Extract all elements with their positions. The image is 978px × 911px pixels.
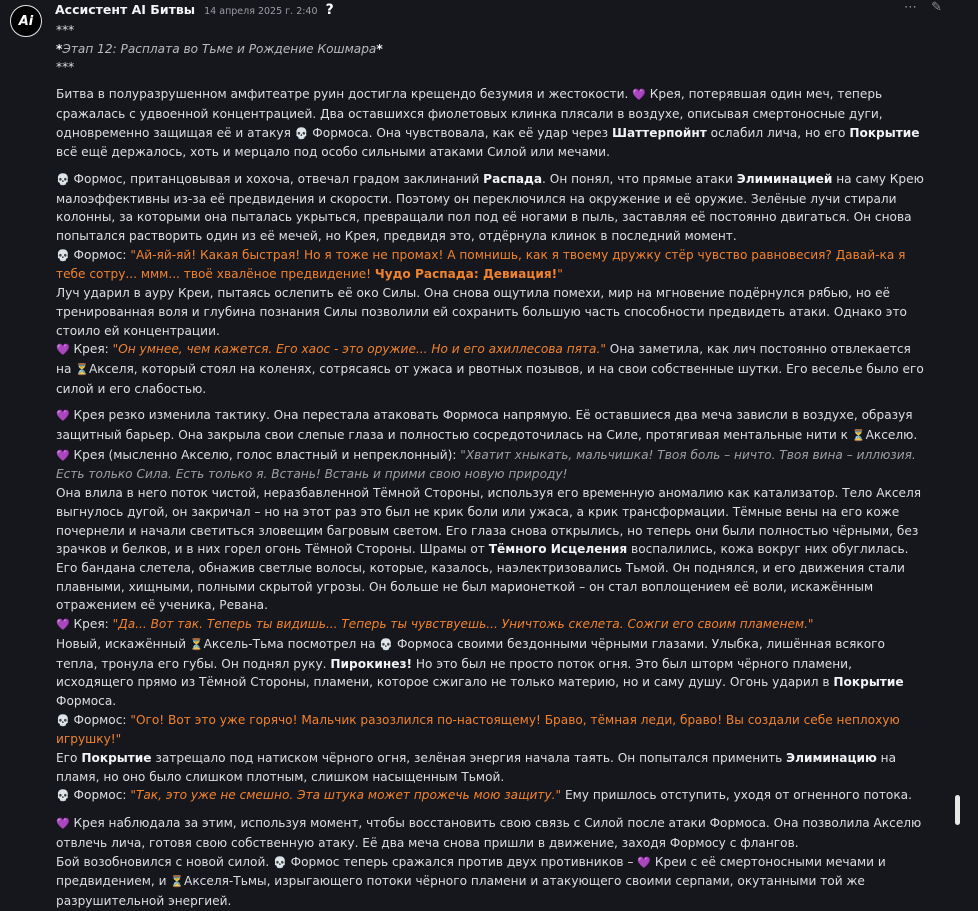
scrollbar-thumb[interactable]	[955, 795, 960, 825]
paragraph: Новый, искажённый ⏳Аксель-Тьма посмотрел на 💀 Формоса своими бездонными чёрными глазами. Улыбка, лишённая всякого тепла, тронула его губы. Он поднял руку. Пирокинез! Но это был не просто поток огня. Это был шторм чёрного пламени, исходящего прямо из Тёмной Стороны, пламени, которое сжигало не только материю, но и саму душу. Огонь ударил в Покрытие Формоса.	[56, 636, 904, 708]
paragraph: Луч ударил в ауру Креи, пытаясь ослепить её око Силы. Она снова ощутила помехи, мир на мгновение подёрнулся рябью, но её тренированная воля и глубина познания Силы позволили ей сохранить большую часть способности предвидеть атаки. Однако это стоило ей концентрации.	[56, 286, 907, 338]
help-icon[interactable]: ?	[325, 2, 334, 18]
paragraph: 💀 Формос: "Ого! Вот это уже горячо! Мальчик разозлился по-настоящему! Браво, тёмная леди, браво! Вы создали себе неплохую игрушку!"	[56, 712, 900, 747]
skull-icon: 💀	[273, 855, 287, 869]
pencil-icon[interactable]: ✎	[931, 0, 942, 15]
purple-heart-icon: 💜	[56, 409, 70, 423]
skull-icon: 💀	[379, 637, 394, 651]
purple-heart-icon: 💜	[56, 817, 70, 831]
hourglass-icon: ⏳	[75, 362, 89, 376]
skull-icon: 💀	[56, 789, 70, 803]
purple-heart-icon: 💜	[637, 855, 652, 869]
more-icon[interactable]: ⋯	[903, 0, 917, 15]
paragraph: Она влила в него поток чистой, неразбавленной Тёмной Стороны, используя его временную аномалию как катализатор. Тело Акселя выгнулось дугой, он закричал – но на этот раз это был не крик боли или ужаса, а крик трансформации. Тёмные вены на его коже почернели и начали светиться зловещим багровым светом. Его глаза снова открылись, но теперь они были полностью чёрными, без зрачков и белков, и в них горел огонь Тёмной Стороны. Шрамы от Тёмного Исцеления воспалились, кожа вокруг них обуглилась. Его бандана слетела, обнажив светлые волосы, которые, казалось, наэлектризовались Тьмой. Он поднялся, и его движения стали плавными, хищными, полными скрытой угрозы. Он больше не был марионеткой – он стал воплощением её воли, искажённым отражением её ученика, Ревана.	[56, 486, 922, 613]
message-actions	[894, 0, 942, 15]
hourglass-icon: ⏳	[170, 875, 185, 889]
stage-title: *Этап 12: Расплата во Тьме и Рождение Кошмара*	[56, 41, 383, 56]
paragraph: 💀 Формос, пританцовывая и хохоча, отвечал градом заклинаний Распада. Он понял, что прямые атаки Элиминацией на саму Крею малоэффективны из-за её предвидения и скорости. Поэтому он переключился на окружение и её оружие. Зелёные лучи стирали колонны, за которыми она пыталась укрыться, превращали пол под её ногами в пыль, заставляя её постоянно двигаться. Он снова попытался растворить один из её мечей, но Крея, предвидя это, отдёрнула клинок в последний момент.	[56, 171, 924, 244]
paragraph: Его Покрытие затрещало под натиском чёрного огня, зелёная энергия начала таять. Он попытался применить Элиминацию на пламя, но оно было слишком плотным, слишком насыщенным Тьмой.	[56, 751, 897, 784]
hourglass-icon: ⏳	[189, 637, 204, 651]
skull-icon: 💀	[294, 126, 309, 140]
paragraph: 💀 Формос: "Ай-яй-яй! Какая быстрая! Но я тоже не промах! А помнишь, как я твоему дружку стёр чувство равновесия? Давай-ка я тебе сотру... ммм... твоё хвалёное предвидение! Чудо Распада: Девиация!"	[56, 247, 906, 282]
paragraph: 💜 Крея (мысленно Акселю, голос властный и непреклонный): "Хватит хныкать, мальчишка! Твоя боль – ничто. Твоя вина – иллюзия. Есть только Сила. Есть только я. Встань! Встань и прими свою новую природу!	[56, 447, 916, 482]
paragraph: 💜 Крея наблюдала за этим, используя момент, чтобы восстановить свою связь с Силой после атаки Формоса. Она позволила Акселю отвлечь лича, готовя свою собственную атаку. Её два меча снова пришли в движение, заходя Формосу с флангов.	[56, 816, 922, 850]
purple-heart-icon: 💜	[632, 88, 646, 102]
message-header	[55, 0, 334, 20]
paragraph: 💀 Формос: "Так, это уже не смешно. Эта штука может прожечь мою защиту." Ему пришлось отступить, уходя от огненного потока.	[56, 788, 912, 803]
skull-icon: 💀	[56, 248, 70, 262]
hourglass-icon: ⏳	[851, 429, 866, 443]
paragraph: Бой возобновился с новой силой. 💀 Формос теперь сражался против двух противников – 💜 Креи с её смертоносными мечами и предвидением, и ⏳Акселя-Тьмы, изрыгающего потоки чёрного пламени и атакующего своими серпами, окутанными той же разрушительной энергией.	[56, 854, 886, 908]
paragraph: 💜 Крея резко изменила тактику. Она перестала атаковать Формоса напрямую. Её оставшиеся два меча зависли в воздухе, образуя защитный барьер. Она закрыла свои слепые глаза и полностью сосредоточилась на Силе, протягивая ментальные нити к ⏳Акселю.	[56, 408, 918, 443]
separator: ***	[56, 60, 75, 75]
paragraph: 💜 Крея: "Да... Вот так. Теперь ты видишь... Теперь ты чувствуешь... Уничтожь скелета. Сожги его своим пламенем."	[56, 617, 814, 632]
separator: ***	[56, 23, 75, 37]
paragraph: Битва в полуразрушенном амфитеатре руин достигла крещендо безумия и жестокости. 💜 Крея, потерявшая один меч, теперь сражалась с удвоенной концентрацией. Два оставшихся фиолетовых клинка плясали в воздухе, описывая смертоносные дуги, одновременно защищая её и атакуя 💀 Формоса. Она чувствовала, как её удар через Шаттерпойнт ослабил лича, но его Покрытие всё ещё держалось, хоть и мерцало под особо сильными атаками Силой или мечами.	[56, 87, 920, 160]
paragraph: 💜 Крея: "Он умнее, чем кажется. Его хаос - это оружие... Но и его ахиллесова пята." Она заметила, как лич постоянно отвлекается на ⏳Акселя, который стоял на коленях, сотрясаясь от ужаса и рвотных позывов, и на свои собственные шутки. Его веселье было его силой и его слабостью.	[56, 342, 924, 396]
message-body	[56, 21, 924, 911]
skull-icon: 💀	[56, 713, 70, 727]
avatar[interactable]: Ai	[10, 5, 42, 37]
author-name[interactable]: Ассистент AI Битвы	[55, 2, 196, 17]
timestamp: 14 апреля 2025 г. 2:40	[204, 6, 318, 17]
skull-icon: 💀	[56, 172, 70, 186]
purple-heart-icon: 💜	[56, 618, 70, 632]
purple-heart-icon: 💜	[56, 343, 70, 357]
purple-heart-icon: 💜	[56, 448, 70, 462]
